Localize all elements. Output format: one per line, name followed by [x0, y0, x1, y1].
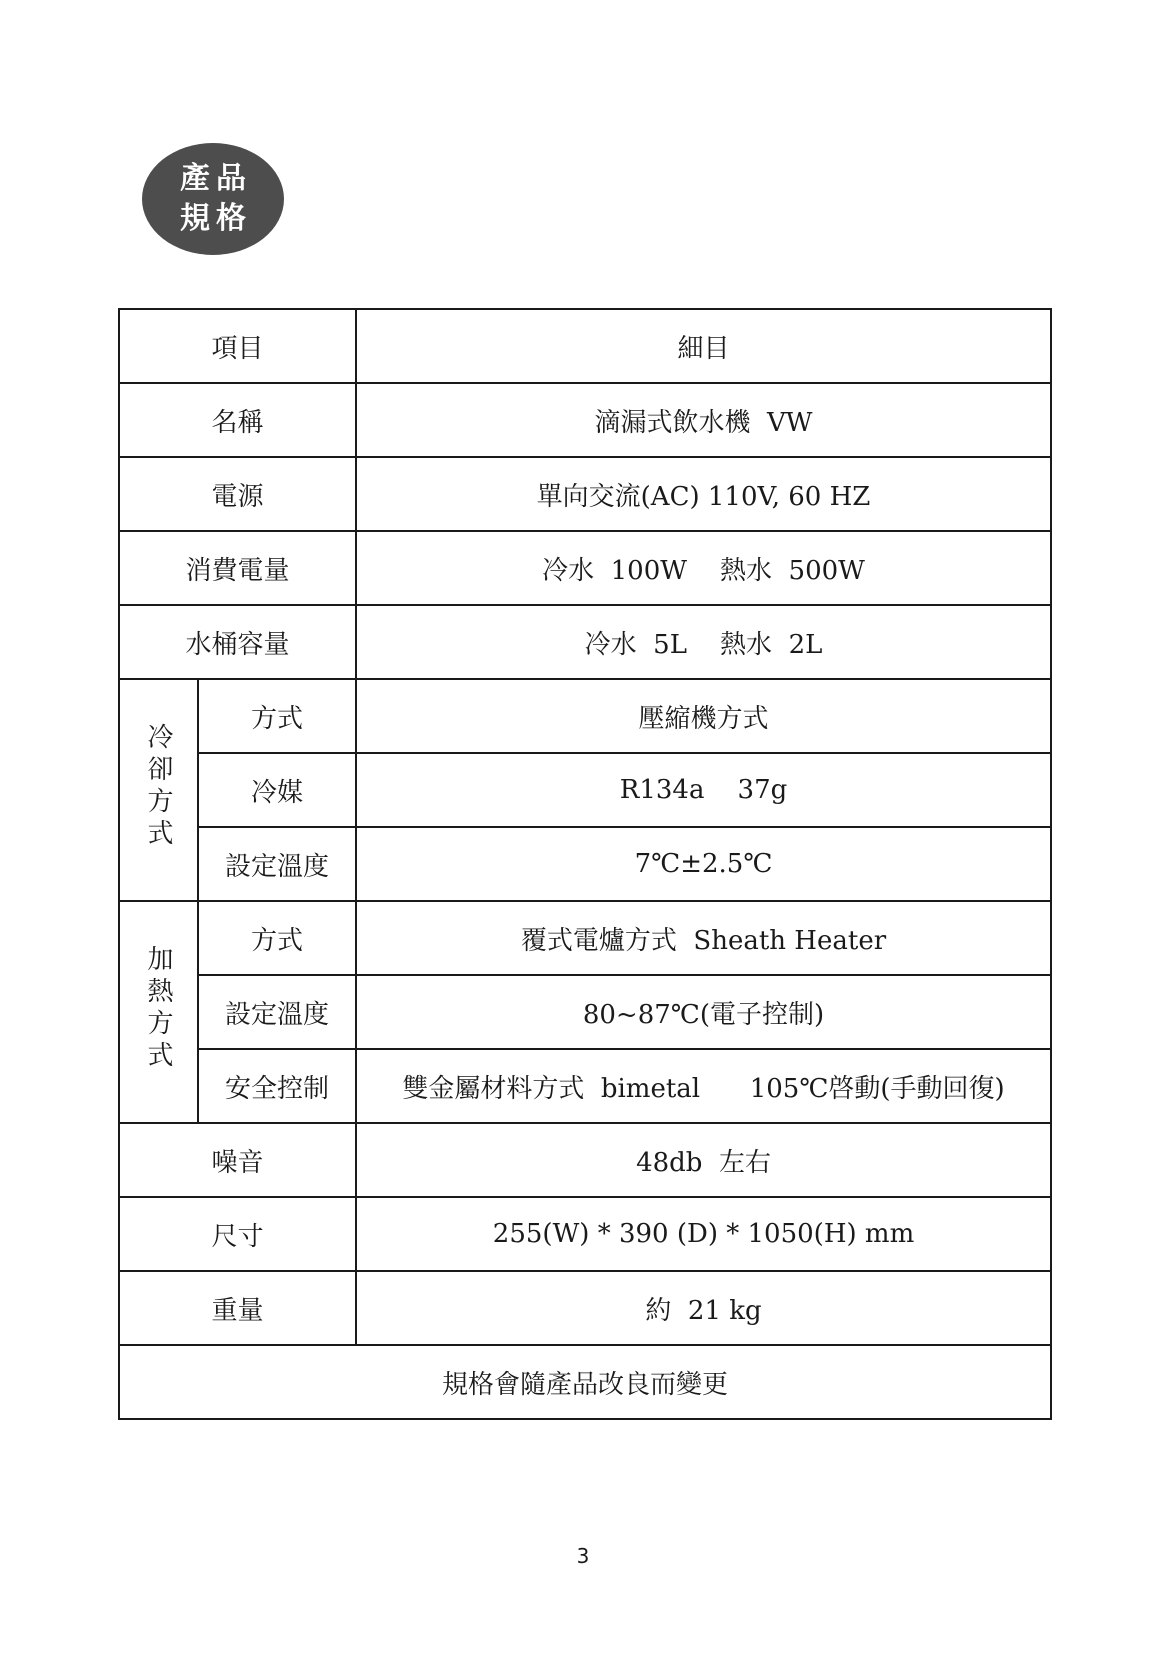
- row-label-weight: 重量: [119, 1271, 356, 1345]
- section-badge-line2: 規格: [180, 201, 252, 236]
- table-footnote: 規格會隨產品改良而變更: [119, 1345, 1051, 1419]
- row-value-refrigerant: R134a 37g: [356, 753, 1051, 827]
- table-row: [119, 457, 1051, 531]
- heating-group-label: 加熱方式: [143, 944, 173, 1073]
- heating-group-cell: [119, 901, 198, 1123]
- table-row: [119, 827, 1051, 901]
- table-row: [119, 1123, 1051, 1197]
- table-row: [119, 1271, 1051, 1345]
- table-row: [119, 383, 1051, 457]
- table-row: [119, 975, 1051, 1049]
- cooling-group-cell: [119, 679, 198, 901]
- row-value-weight: 約 21 kg: [356, 1271, 1051, 1345]
- section-badge-line1: 產品: [180, 161, 252, 196]
- row-label-safety-control: 安全控制: [198, 1049, 356, 1123]
- table-row: [119, 1197, 1051, 1271]
- row-label-cooling-method: 方式: [198, 679, 356, 753]
- row-value-heating-set-temp: 80~87℃(電子控制): [356, 975, 1051, 1049]
- row-label-heating-method: 方式: [198, 901, 356, 975]
- row-value-safety-control: 雙金屬材料方式 bimetal 105℃啓動(手動回復): [356, 1049, 1051, 1123]
- cooling-group-label: 冷卻方式: [143, 722, 173, 851]
- row-value-heating-method: 覆式電爐方式 Sheath Heater: [356, 901, 1051, 975]
- table-row: [119, 901, 1051, 975]
- row-value-power-source: 單向交流(AC) 110V, 60 HZ: [356, 457, 1051, 531]
- table-row: [119, 679, 1051, 753]
- row-label-tank-capacity: 水桶容量: [119, 605, 356, 679]
- header-item: 項目: [119, 309, 356, 383]
- section-badge: [142, 143, 284, 255]
- row-label-name: 名稱: [119, 383, 356, 457]
- row-label-power-source: 電源: [119, 457, 356, 531]
- row-label-heating-set-temp: 設定溫度: [198, 975, 356, 1049]
- table-row: [119, 753, 1051, 827]
- page-number: 3: [576, 1544, 590, 1568]
- row-label-refrigerant: 冷媒: [198, 753, 356, 827]
- row-value-name: 滴漏式飲水機 VW: [356, 383, 1051, 457]
- row-value-power-consumption: 冷水 100W 熱水 500W: [356, 531, 1051, 605]
- spec-table: [118, 308, 1052, 1420]
- row-value-noise: 48db 左右: [356, 1123, 1051, 1197]
- table-header-row: [119, 309, 1051, 383]
- table-row: [119, 531, 1051, 605]
- row-value-cooling-method: 壓縮機方式: [356, 679, 1051, 753]
- table-row: [119, 1049, 1051, 1123]
- table-row: [119, 605, 1051, 679]
- row-label-power-consumption: 消費電量: [119, 531, 356, 605]
- row-value-tank-capacity: 冷水 5L 熱水 2L: [356, 605, 1051, 679]
- row-value-dimensions: 255(W) * 390 (D) * 1050(H) mm: [356, 1197, 1051, 1271]
- row-label-cooling-set-temp: 設定溫度: [198, 827, 356, 901]
- header-detail: 細目: [356, 309, 1051, 383]
- table-footnote-row: [119, 1345, 1051, 1419]
- row-label-noise: 噪音: [119, 1123, 356, 1197]
- row-value-cooling-set-temp: 7℃±2.5℃: [356, 827, 1051, 901]
- row-label-dimensions: 尺寸: [119, 1197, 356, 1271]
